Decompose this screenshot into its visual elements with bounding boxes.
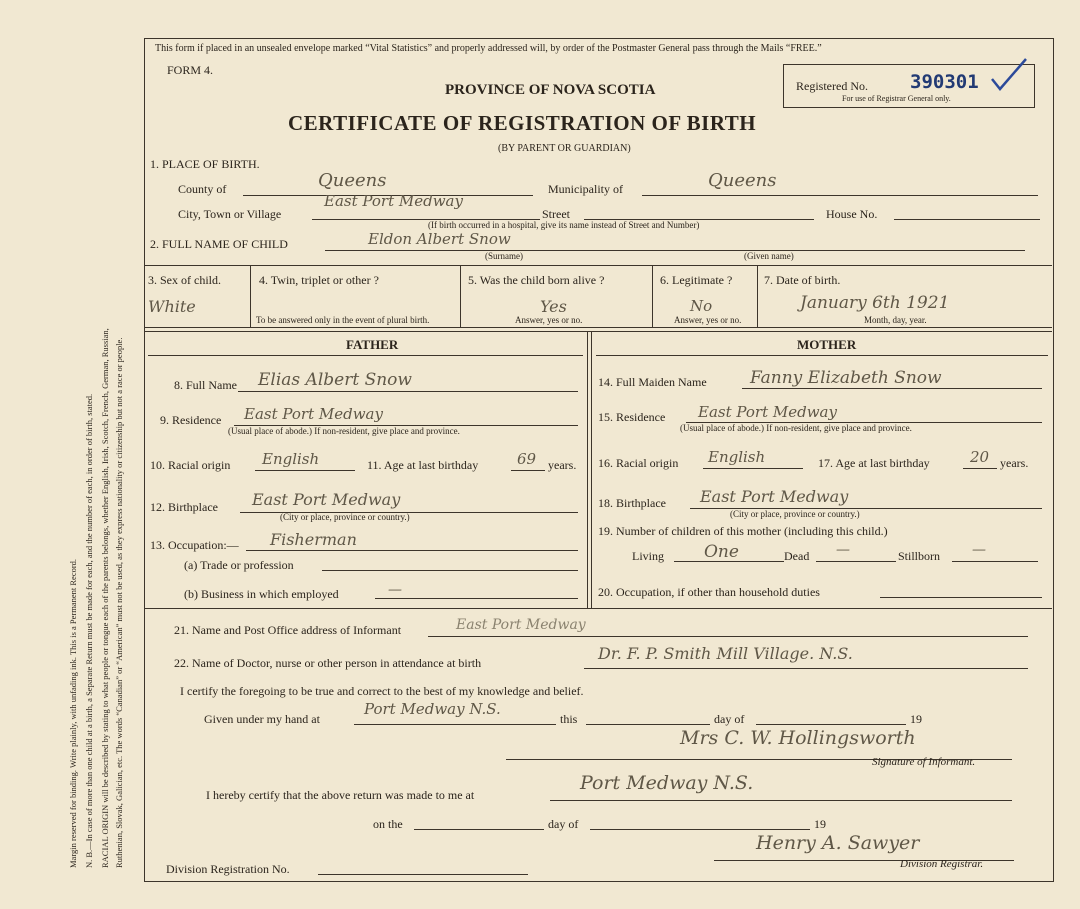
mother-occupation-label: 20. Occupation, if other than household duties xyxy=(598,585,820,599)
father-racial-value: English xyxy=(262,450,320,468)
father-name-value: Elias Albert Snow xyxy=(258,370,412,390)
page-title: CERTIFICATE OF REGISTRATION OF BIRTH xyxy=(288,111,757,135)
child-name-label: 2. FULL NAME OF CHILD xyxy=(150,237,288,251)
twin-note: To be answered only in the event of plural birth. xyxy=(256,315,430,325)
registrar-year-label: 19 xyxy=(814,817,826,831)
given-under-label: Given under my hand at xyxy=(204,712,320,726)
certify-statement: I certify the foregoing to be true and correct to the best of my knowledge and belief. xyxy=(180,684,584,698)
father-residence-note: (Usual place of abode.) If non-resident, give place and province. xyxy=(228,426,460,436)
surname-note: (Surname) xyxy=(485,251,523,261)
mother-racial-label: 16. Racial origin xyxy=(598,456,679,470)
father-trade-label: (a) Trade or profession xyxy=(184,558,294,572)
margin-note-1: Margin reserved for binding. Write plainly, with unfading ink. This is a Permanent Record. xyxy=(68,558,78,868)
father-racial-label: 10. Racial origin xyxy=(150,458,231,472)
checkmark-icon xyxy=(990,57,1030,97)
division-registration-label: Division Registration No. xyxy=(166,862,290,876)
city-label: City, Town or Village xyxy=(178,207,282,221)
mother-birthplace-note: (City or place, province or country.) xyxy=(730,509,860,519)
mother-living-label: Living xyxy=(632,549,664,563)
registered-number: 390301 xyxy=(910,71,979,93)
mother-birthplace-label: 18. Birthplace xyxy=(598,496,666,510)
page-subtitle: (BY PARENT OR GUARDIAN) xyxy=(498,143,631,154)
father-name-label: 8. Full Name xyxy=(174,378,237,392)
mother-children-label: 19. Number of children of this mother (including this child.) xyxy=(598,524,888,538)
mother-dead-value: — xyxy=(836,542,850,558)
place-section-label: 1. PLACE OF BIRTH. xyxy=(150,157,260,171)
form-number: FORM 4. xyxy=(167,63,214,77)
given-day-of-label: day of xyxy=(714,712,745,726)
mother-living-value: One xyxy=(704,542,739,562)
mother-residence-label: 15. Residence xyxy=(598,410,666,424)
registrar-on-the-label: on the xyxy=(373,817,403,831)
registrar-day-of-label: day of xyxy=(548,817,579,831)
doctor-label: 22. Name of Doctor, nurse or other person in attendance at birth xyxy=(174,656,482,670)
child-name-value: Eldon Albert Snow xyxy=(368,230,511,248)
margin-note-2: N. B.—In case of more than one child at a birth, a Separate Return must be made for each, and the number of each, in order of birth, stated. xyxy=(84,393,94,868)
municipality-label: Municipality of xyxy=(548,182,623,196)
mother-birthplace-value: East Port Medway xyxy=(700,487,849,506)
father-occupation-label: 13. Occupation:— xyxy=(150,538,239,552)
father-residence-value: East Port Medway xyxy=(244,405,383,423)
mother-racial-value: English xyxy=(708,448,766,466)
street-note: (If birth occurred in a hospital, give its name instead of Street and Number) xyxy=(428,220,700,230)
father-heading: FATHER xyxy=(346,337,399,352)
informant-signature: Mrs C. W. Hollingsworth xyxy=(680,727,916,749)
mother-residence-value: East Port Medway xyxy=(698,403,837,421)
mother-stillborn-value: — xyxy=(972,542,986,558)
mother-years-label: years. xyxy=(1000,456,1029,470)
legitimate-value: No xyxy=(690,297,713,315)
margin-note-4: Ruthenian, Slovak, Galician, etc. The words “Canadian” or “American” must not be used, as they express nationality or citizenship but not a race or people. xyxy=(114,337,124,868)
postal-notice: This form if placed in an unsealed envelope marked “Vital Statistics” and properly addressed will, by order of the Postmaster General pass through the Mails “FREE.” xyxy=(155,43,822,54)
registrar-signature-label: Division Registrar. xyxy=(900,858,984,870)
county-label: County of xyxy=(178,182,227,196)
registrar-certify-label: I hereby certify that the above return was made to me at xyxy=(206,788,475,802)
father-occupation-value: Fisherman xyxy=(270,530,357,549)
municipality-value: Queens xyxy=(708,170,777,191)
given-under-value: Port Medway N.S. xyxy=(364,700,501,718)
father-age-label: 11. Age at last birthday xyxy=(367,458,479,472)
street-label: Street xyxy=(542,207,570,221)
registrar-place-value: Port Medway N.S. xyxy=(580,772,754,794)
birth-date-label: 7. Date of birth. xyxy=(764,273,841,287)
mother-age-label: 17. Age at last birthday xyxy=(818,456,930,470)
father-age-value: 69 xyxy=(517,450,537,468)
father-residence-label: 9. Residence xyxy=(160,413,222,427)
alive-label: 5. Was the child born alive ? xyxy=(468,273,605,287)
registered-label: Registered No. xyxy=(796,79,868,93)
registered-box xyxy=(783,64,1035,108)
margin-notes xyxy=(66,40,144,870)
given-year-label: 19 xyxy=(910,712,922,726)
father-years-label: years. xyxy=(548,458,577,472)
doctor-value: Dr. F. P. Smith Mill Village. N.S. xyxy=(598,644,853,663)
mother-dead-label: Dead xyxy=(784,549,810,563)
margin-note-3: RACIAL ORIGIN will be described by stating to what people or tongue each of the parents belongs, whether English, Irish, Scotch, French, German, Russian, xyxy=(100,328,110,868)
father-business-value: — xyxy=(388,582,402,598)
mother-heading: MOTHER xyxy=(797,337,857,352)
legitimate-label: 6. Legitimate ? xyxy=(660,273,733,287)
sex-label: 3. Sex of child. xyxy=(148,273,221,287)
given-name-note: (Given name) xyxy=(744,251,794,261)
county-value: Queens xyxy=(318,170,387,191)
birth-date-note: Month, day, year. xyxy=(864,315,927,325)
father-birthplace-note: (City or place, province or country.) xyxy=(280,512,410,522)
father-business-label: (b) Business in which employed xyxy=(184,587,339,601)
mother-residence-note: (Usual place of abode.) If non-resident, give place and province. xyxy=(680,423,912,433)
sex-value: White xyxy=(148,297,196,316)
alive-note: Answer, yes or no. xyxy=(515,315,583,325)
legitimate-note: Answer, yes or no. xyxy=(674,315,742,325)
informant-label: 21. Name and Post Office address of Informant xyxy=(174,623,402,637)
alive-value: Yes xyxy=(540,297,567,316)
province-title: PROVINCE OF NOVA SCOTIA xyxy=(445,82,656,98)
birth-date-value: January 6th 1921 xyxy=(800,293,950,313)
house-label: House No. xyxy=(826,207,878,221)
twin-label: 4. Twin, triplet or other ? xyxy=(259,273,379,287)
informant-signature-label: Signature of Informant. xyxy=(872,756,976,768)
city-value: East Port Medway xyxy=(324,192,463,210)
mother-name-value: Fanny Elizabeth Snow xyxy=(750,368,942,388)
registrar-note: For use of Registrar General only. xyxy=(842,94,951,103)
given-this-label: this xyxy=(560,712,578,726)
registrar-signature: Henry A. Sawyer xyxy=(756,832,920,854)
informant-value: East Port Medway xyxy=(456,617,586,633)
father-birthplace-value: East Port Medway xyxy=(252,490,401,509)
father-birthplace-label: 12. Birthplace xyxy=(150,500,218,514)
mother-age-value: 20 xyxy=(970,448,990,466)
mother-name-label: 14. Full Maiden Name xyxy=(598,375,707,389)
mother-stillborn-label: Stillborn xyxy=(898,549,941,563)
